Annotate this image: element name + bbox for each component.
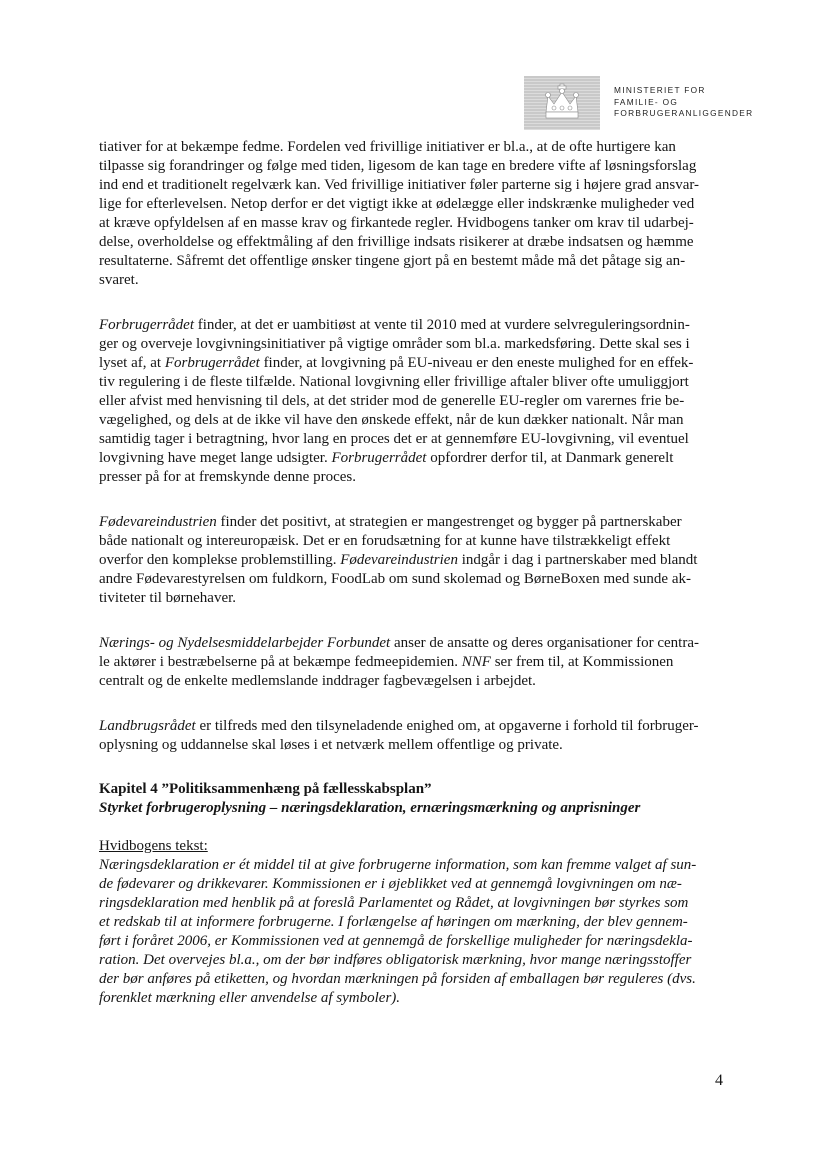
paragraph-frivillige-initiativer: tiativer for at bekæmpe fedme. Fordelen ved frivillige initiativer er bl.a., at de ofte hurtigere kan tilpasse sig forandringer og følge med tiden, ligesom de kan tage en bredere vifte af løsningsforslag ind end et traditionelt regelværk kan. Ved frivillige initiativer føler parterne sig i højere grad ansvar- lige for efterlevelsen. Netop derfor er det vigtigt ikke at ødelægge eller indskrænke muligheder ved at kræve opfyldelsen af en masse krav og firkantede regler. Hvidbogens tanker om krav til udarbej- delse, overholdelse og effektmåling af den frivillige indsats risikerer at dræbe indsatsen og hæmme resultaterne. Såfremt det offentlige ønsker tingene gjort på en bestemt måde må det påtage sig an- svaret. [99, 139, 700, 288]
paragraph-landbrugsraadet: Landbrugsrådet er tilfreds med den tilsyneladende enighed om, at opgaverne i forhold til forbruger- oplysning og uddannelse skal løses i et netværk mellem offentlige og private. [99, 718, 699, 753]
letterhead [524, 72, 764, 136]
ministry-crest-logo [524, 76, 600, 130]
section-subheading: Styrket forbrugeroplysning – næringsdeklaration, ernæringsmærkning og anprisninger [99, 800, 641, 816]
org-name: Forbrugerrådet [99, 317, 194, 333]
quote-label: Hvidbogens tekst: [99, 838, 208, 854]
org-name: Fødevareindustrien [340, 552, 458, 568]
org-name: Nærings- og Nydelsesmiddelarbejder Forbundet [99, 635, 391, 651]
org-name: Forbrugerrådet [331, 450, 427, 466]
ministry-name [614, 85, 753, 120]
org-abbreviation: NNF [461, 654, 491, 670]
paragraph-forbrugerraadet: Forbrugerrådet finder, at det er uambitiøst at vente til 2010 med at vurdere selvreguleringsordnin- ger og overveje lovgivningsinitiativer på vigtige områder som bl.a. markedsføring. Dette skal ses i lyset af, at Forbrugerrådet finder, at lovgivning på EU-niveau er den eneste mulighed for en effek- tiv regulering i de fleste tilfælde. National lovgivning eller frivillige aftaler bliver ofte umuliggjort eller afvist med henvisning til dels, at det strider mod de generelle EU-regler om varernes frie be- vægelighed, og dels at de ikke vil have den ønskede effekt, når de kun dækker nationalt. Når man samtidig tager i betragtning, hvor lang en proces det er at gennemføre EU-lovgivning, vil eventuel lovgivning have meget lange udsigter. Forbrugerrådet opfordrer derfor til, at Danmark generelt presser på for at fremskynde denne proces. [99, 317, 694, 485]
paragraph-nnf: Nærings- og Nydelsesmiddelarbejder Forbundet anser de ansatte og deres organisationer for centra- le aktører i bestræbelserne på at bekæmpe fedmeepidemien. NNF ser frem til, at Kommissionen centralt og de enkelte medlemslande inddrager fagbevægelsen i arbejdet. [99, 635, 699, 689]
ministry-line-2: FAMILIE- OG [614, 96, 679, 107]
org-name: Fødevareindustrien [99, 514, 217, 530]
ministry-line-1: MINISTERIET FOR [614, 85, 706, 95]
org-name: Landbrugsrådet [99, 718, 196, 734]
crown-icon [542, 82, 582, 124]
ministry-line-3: FORBRUGERANLIGGENDER [614, 108, 754, 119]
document-body [99, 138, 735, 1008]
hvidbog-quote: Næringsdeklaration er ét middel til at give forbrugerne information, som kan fremme valget af sun- de fødevarer og drikkevarer. Kommissionen er i øjeblikket ved at gennemgå lovgivningen om næ- ringsdeklaration med henblik på at foreslå Parlamentet og Rådet, at lovgivningen bør styrkes som et redskab til at informere forbrugerne. I forlængelse af høringen om mærkning, der blev gennem- ført i foråret 2006, er Kommissionen ved at gennemgå de forskellige muligheder for næringsdekla- ration. Det overvejes bl.a., om der bør indføres obligatorisk mærkning, hvor mange næringsstoffer der bør anføres på etiketten, og hvordan mærkningen på forsiden af emballagen bør reguleres (dvs. forenklet mærkning eller anvendelse af symboler). [99, 857, 697, 1006]
paragraph-foedevareindustrien: Fødevareindustrien finder det positivt, at strategien er mangestrenget og bygger på partnerskaber både nationalt og intereuropæisk. Det er en forudsætning for at kunne have tilstrækkeligt effekt overfor den komplekse problemstilling. Fødevareindustrien indgår i dag i partnerskaber med blandt andre Fødevarestyrelsen om fuldkorn, FoodLab om sund skolemad og BørneBoxen med sunde ak- tiviteter til børnehaver. [99, 514, 698, 606]
page-number: 4 [715, 1072, 723, 1089]
section-heading: Kapitel 4 ”Politiksammenhæng på fællesskabsplan” [99, 781, 432, 797]
org-name: Forbrugerrådet [164, 355, 260, 371]
